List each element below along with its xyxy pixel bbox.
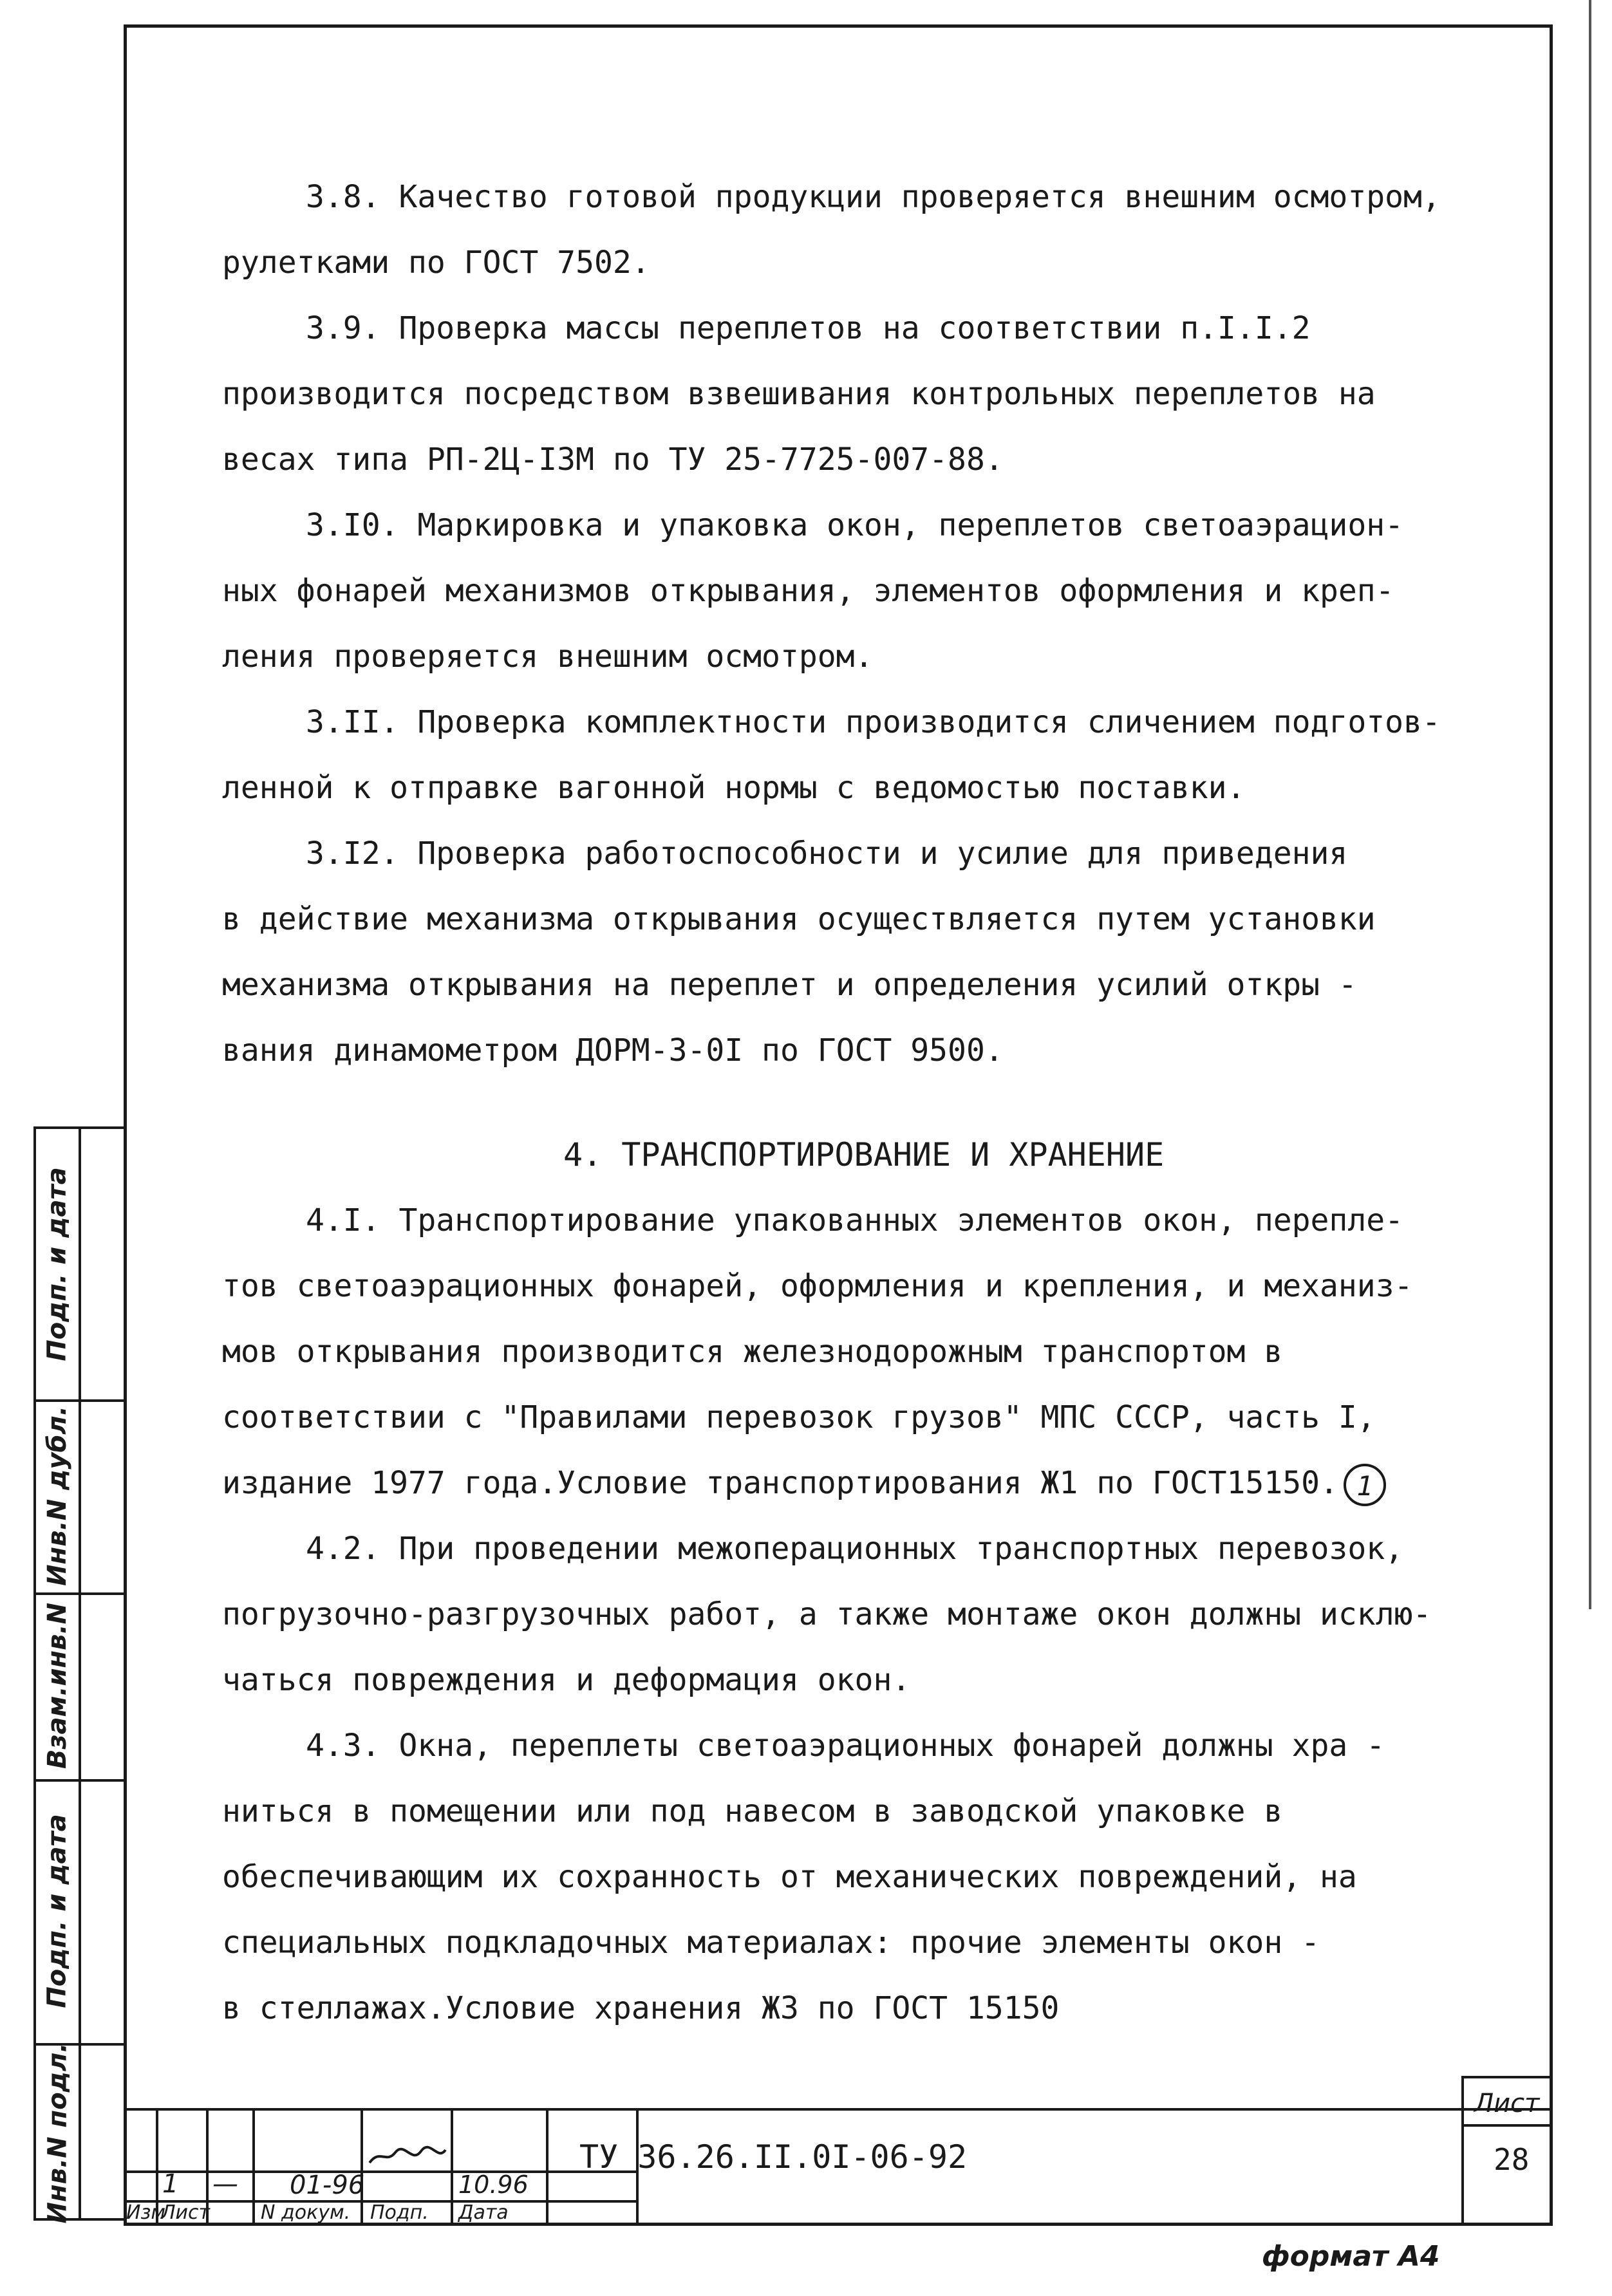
section-3-paragraphs bbox=[222, 164, 1535, 1083]
paragraph-line: специальных подкладочных материалах: прочие элементы окон - bbox=[222, 1925, 1320, 1961]
change-date: 10.96 bbox=[458, 2170, 529, 2199]
sheet-number: 28 bbox=[1494, 2142, 1530, 2177]
paragraph-line: погрузочно-разгрузочных работ, а также монтаже окон должны исклю- bbox=[222, 1596, 1432, 1632]
title-block-divider bbox=[124, 2170, 639, 2173]
header-izm: Изм bbox=[126, 2201, 166, 2224]
paragraph-line: 4.2. При проведении межоперационных транспортных перевозок, bbox=[306, 1531, 1404, 1567]
paragraph-line: рулетками по ГОСТ 7502. bbox=[222, 245, 650, 281]
paragraph-line: соответствии с "Правилами перевозок грузов" МПС СССР, часть I, bbox=[222, 1399, 1376, 1435]
binding-label: Взам.инв.N bbox=[42, 1602, 73, 1769]
binding-divider bbox=[79, 1129, 81, 2218]
paragraph-line: мов открывания производится железнодорожным транспортом в bbox=[222, 1334, 1283, 1370]
change-document-number: 01-96 bbox=[290, 2170, 365, 2200]
paragraph-line: 4.I. Транспортирование упакованных элементов окон, перепле- bbox=[306, 1202, 1404, 1238]
format-label: формат А4 bbox=[1262, 2240, 1440, 2273]
paragraph-line: вания динамометром ДОРМ-3-0I по ГОСТ 9500. bbox=[222, 1032, 1004, 1069]
paragraph bbox=[222, 821, 1535, 1083]
title-block-divider bbox=[451, 2108, 453, 2226]
title-block-divider bbox=[361, 2108, 363, 2226]
paragraph-line: производится посредством взвешивания контрольных переплетов на bbox=[222, 376, 1376, 412]
signature-icon bbox=[367, 2145, 447, 2168]
paragraph-line: ленной к отправке вагонной нормы с ведомостью поставки. bbox=[222, 770, 1246, 806]
paragraph-line: чаться повреждения и деформация окон. bbox=[222, 1662, 911, 1698]
paragraph-line: весах типа РП-2Ц-I3М по ТУ 25-7725-007-88. bbox=[222, 442, 1004, 478]
paragraph-line: 3.I2. Проверка работоспособности и усилие для приведения bbox=[306, 835, 1348, 872]
title-block-divider bbox=[1461, 2076, 1553, 2078]
header-doc-number: N докум. bbox=[261, 2201, 351, 2224]
paragraph-line: ных фонарей механизмов открывания, элементов оформления и креп- bbox=[222, 573, 1394, 609]
paragraph-line: в действие механизма открывания осуществляется путем установки bbox=[222, 901, 1376, 937]
title-block-divider bbox=[1461, 2076, 1464, 2226]
document-body bbox=[222, 164, 1535, 2041]
binding-label: Подп. и дата bbox=[42, 1814, 73, 2008]
title-block-divider bbox=[546, 2108, 548, 2226]
section-4-paragraphs bbox=[222, 1516, 1535, 2041]
paragraph-line-with-mark bbox=[222, 1450, 1535, 1516]
change-mark-circle: 1 bbox=[1344, 1464, 1386, 1506]
change-number: 1 bbox=[162, 2169, 179, 2199]
scan-edge-line bbox=[1589, 0, 1591, 1609]
paragraph-4-1 bbox=[222, 1188, 1535, 1516]
header-list: Лист bbox=[161, 2201, 211, 2224]
paragraph-line-text: издание 1977 года.Условие транспортирования Ж1 по ГОСТ15150. bbox=[222, 1465, 1338, 1501]
paragraph bbox=[222, 1516, 1535, 1713]
header-signature: Подп. bbox=[370, 2201, 429, 2224]
paragraph-line: 3.II. Проверка комплектности производится сличением подготов- bbox=[306, 704, 1441, 740]
binding-label: Инв.N дубл. bbox=[42, 1406, 73, 1586]
title-block-divider bbox=[252, 2108, 255, 2226]
sheet-label: Лист bbox=[1474, 2089, 1540, 2118]
paragraph bbox=[222, 689, 1535, 821]
binding-label: Подп. и дата bbox=[42, 1167, 73, 1361]
header-date: Дата bbox=[458, 2201, 509, 2224]
paragraph bbox=[222, 492, 1535, 689]
section-4-heading: 4. ТРАНСПОРТИРОВАНИЕ И ХРАНЕНИЕ bbox=[563, 1136, 1165, 1173]
paragraph bbox=[222, 1713, 1535, 2041]
paragraph-line: ниться в помещении или под навесом в заводской упаковке в bbox=[222, 1793, 1283, 1829]
paragraph-line: 3.8. Качество готовой продукции проверяется внешним осмотром, bbox=[306, 179, 1441, 215]
paragraph-line: ления проверяется внешним осмотром. bbox=[222, 639, 874, 675]
change-sheet: — bbox=[212, 2169, 238, 2199]
paragraph-line: в стеллажах.Условие хранения Ж3 по ГОСТ 15150 bbox=[222, 1990, 1060, 2026]
title-block-divider bbox=[1461, 2124, 1553, 2127]
signature-mark bbox=[367, 2145, 447, 2168]
binding-stamp bbox=[33, 1126, 124, 2224]
paragraph-line: 4.3. Окна, переплеты светоаэрационных фонарей должны хра - bbox=[306, 1728, 1385, 1764]
document-number: ТУ 36.26.II.0I-06-92 bbox=[579, 2138, 968, 2176]
paragraph-line: 3.9. Проверка массы переплетов на соответствии п.I.I.2 bbox=[306, 310, 1311, 346]
paragraph-line: тов светоаэрационных фонарей, оформления и крепления, и механиз- bbox=[222, 1268, 1413, 1304]
paragraph-line: 3.I0. Маркировка и упаковка окон, переплетов светоаэрацион- bbox=[306, 507, 1404, 543]
binding-label: Инв.N подл. bbox=[42, 2042, 72, 2224]
paragraph bbox=[222, 164, 1535, 295]
paragraph-line: обеспечивающим их сохранность от механических повреждений, на bbox=[222, 1859, 1357, 1895]
paragraph bbox=[222, 295, 1535, 492]
paragraph-line: механизма открывания на переплет и определения усилий откры - bbox=[222, 967, 1357, 1003]
